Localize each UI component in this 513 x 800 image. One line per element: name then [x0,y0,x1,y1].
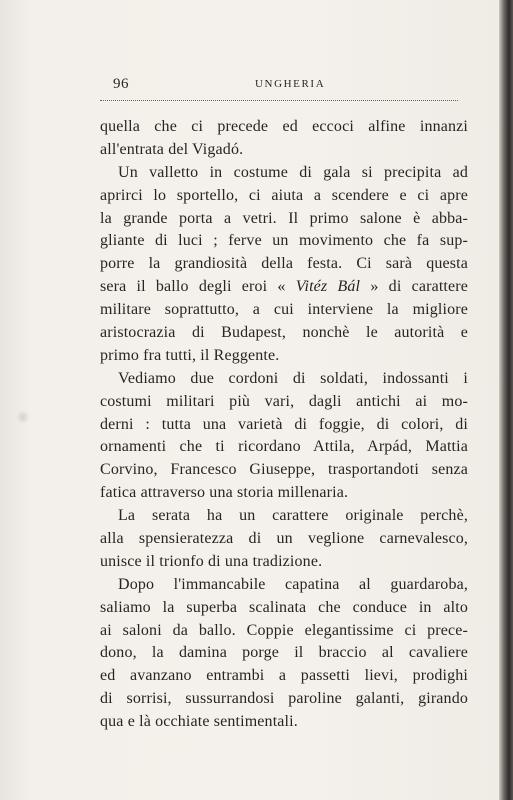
text-line: la grande porta a vetri. Il primo salone è abba- [100,209,468,227]
page-header [113,76,443,94]
text-line: porre la grandiosità della festa. Ci sarà questa [100,255,468,273]
running-head: UNGHERIA [255,78,326,90]
text-line: di sorrisi, sussurrandosi paroline galanti, girando [100,690,468,708]
page-number: 96 [113,76,129,92]
text-line: aristocrazia di Budapest, nonchè le autorità e [100,324,468,342]
text-line: aprirci lo sportello, ci aiuta a scendere e ci apre [100,186,468,204]
book-binding-edge [499,0,513,800]
italic-title: Vitéz Bál [295,278,361,296]
paper-smudge [16,410,30,424]
text-line: Dopo l'immancabile capatina al guardaroba, [118,575,468,593]
text-line: all'entrata del Vigadó. [100,140,244,158]
body-text [100,116,468,734]
text-line: ai saloni da ballo. Coppie elegantissime ci prece- [100,621,468,639]
text-line: Vediamo due cordoni di soldati, indossanti i [118,369,468,387]
text-line: unisce il trionfo di una tradizione. [100,552,323,570]
text-line: La serata ha un carattere originale perchè, [118,507,468,525]
text-line: Un valletto in costume di gala si precipita ad [118,163,468,181]
text-line: fatica attraverso una storia millenaria. [100,484,349,502]
text-line: primo fra tutti, il Reggente. [100,346,280,364]
text-segment: sera il ballo degli eroi « [100,278,286,296]
text-line: derni : tutta una varietà di foggie, di colori, di [100,415,468,433]
text-line: quella che ci precede ed eccoci alfine innanzi [100,118,468,135]
text-line: Corvino, Francesco Giuseppe, trasportandoti senza [100,461,468,479]
text-line: ornamenti che ti ricordano Attila, Arpád, Mattia [100,438,468,456]
text-line: qua e là occhiate sentimentali. [100,713,298,731]
text-line: gliante di luci ; ferve un movimento che fa sup- [100,232,468,250]
header-rule [100,100,458,101]
text-line-with-italic [100,276,468,299]
text-line: saliamo la superba scalinata che conduce in alto [100,598,468,616]
text-line: dono, la damina porge il braccio al cavaliere [100,644,468,662]
text-line: militare soprattutto, a cui interviene la migliore [100,301,468,319]
text-line: costumi militari più vari, dagli antichi ai mo- [100,392,468,410]
text-line: ed avanzano entrambi a passetti lievi, prodighi [100,667,468,685]
text-line: alla spensieratezza di un veglione carnevalesco, [100,530,468,548]
text-segment: » di carattere [370,278,468,296]
